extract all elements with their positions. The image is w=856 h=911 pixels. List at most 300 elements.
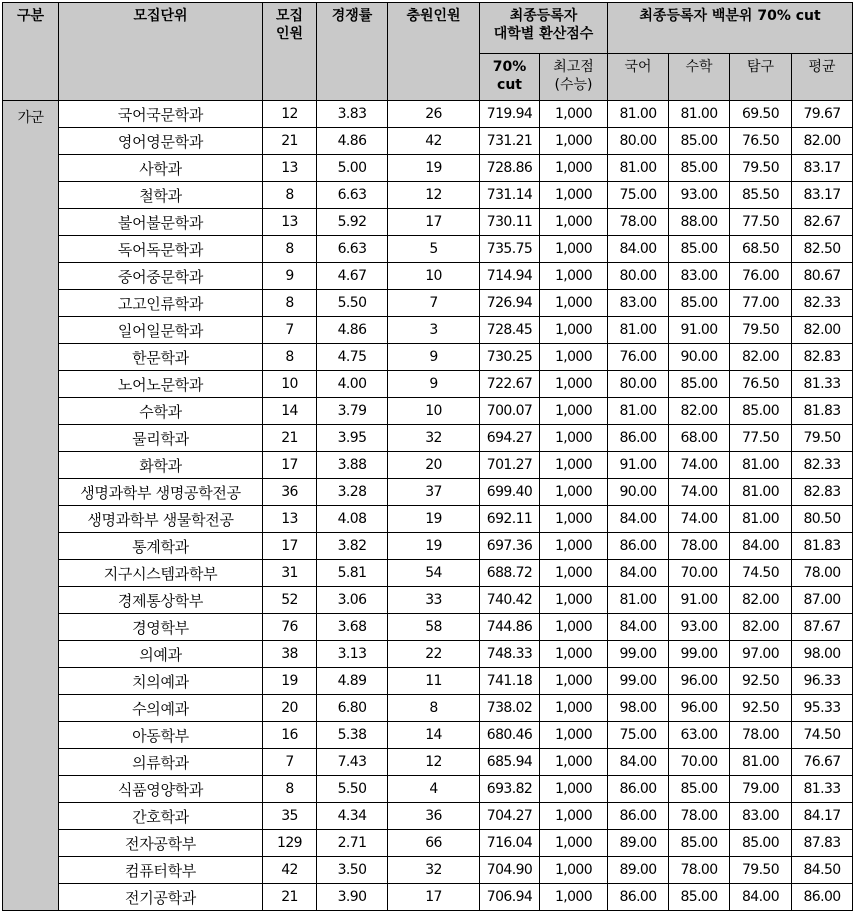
average-cell: 81.83 [792, 533, 853, 560]
table-row [3, 695, 853, 722]
inquiry-cell: 79.50 [730, 857, 792, 884]
max-score-cell: 1,000 [540, 128, 608, 155]
cut70-cell: 730.25 [480, 344, 540, 371]
korean-cell: 99.00 [608, 641, 669, 668]
cut70-cell: 694.27 [480, 425, 540, 452]
additional-cell: 12 [388, 182, 480, 209]
additional-cell: 20 [388, 452, 480, 479]
math-cell: 70.00 [669, 749, 730, 776]
korean-cell: 89.00 [608, 830, 669, 857]
max-score-cell: 1,000 [540, 695, 608, 722]
table-row [3, 830, 853, 857]
quota-cell: 8 [263, 236, 317, 263]
inquiry-cell: 82.00 [730, 587, 792, 614]
table-row [3, 263, 853, 290]
group-label: 가군 [3, 101, 59, 911]
competition-cell: 4.00 [317, 371, 388, 398]
average-cell: 79.50 [792, 425, 853, 452]
additional-cell: 11 [388, 668, 480, 695]
competition-cell: 3.06 [317, 587, 388, 614]
math-cell: 82.00 [669, 398, 730, 425]
competition-cell: 2.71 [317, 830, 388, 857]
cut70-cell: 719.94 [480, 101, 540, 128]
average-cell: 83.17 [792, 182, 853, 209]
average-cell: 82.67 [792, 209, 853, 236]
unit-name-cell: 경제통상학부 [59, 587, 263, 614]
unit-name-cell: 노어노문학과 [59, 371, 263, 398]
average-cell: 81.83 [792, 398, 853, 425]
cut70-cell: 693.82 [480, 776, 540, 803]
additional-cell: 19 [388, 533, 480, 560]
average-cell: 84.50 [792, 857, 853, 884]
table-row [3, 236, 853, 263]
korean-cell: 84.00 [608, 560, 669, 587]
additional-cell: 58 [388, 614, 480, 641]
max-score-cell: 1,000 [540, 533, 608, 560]
competition-cell: 3.83 [317, 101, 388, 128]
additional-cell: 9 [388, 344, 480, 371]
math-cell: 78.00 [669, 857, 730, 884]
math-cell: 85.00 [669, 884, 730, 911]
unit-name-cell: 지구시스템과학부 [59, 560, 263, 587]
competition-cell: 6.80 [317, 695, 388, 722]
competition-cell: 3.28 [317, 479, 388, 506]
unit-name-cell: 컴퓨터학부 [59, 857, 263, 884]
inquiry-cell: 77.00 [730, 290, 792, 317]
additional-cell: 14 [388, 722, 480, 749]
table-row [3, 803, 853, 830]
korean-cell: 75.00 [608, 182, 669, 209]
math-cell: 74.00 [669, 506, 730, 533]
quota-cell: 52 [263, 587, 317, 614]
quota-cell: 7 [263, 749, 317, 776]
max-score-cell: 1,000 [540, 101, 608, 128]
inquiry-cell: 92.50 [730, 695, 792, 722]
competition-cell: 3.95 [317, 425, 388, 452]
unit-name-cell: 생명과학부 생물학전공 [59, 506, 263, 533]
max-score-cell: 1,000 [540, 722, 608, 749]
cut70-cell: 688.72 [480, 560, 540, 587]
average-cell: 78.00 [792, 560, 853, 587]
cut70-cell: 740.42 [480, 587, 540, 614]
max-score-cell: 1,000 [540, 641, 608, 668]
unit-name-cell: 간호학과 [59, 803, 263, 830]
cut70-cell: 722.67 [480, 371, 540, 398]
table-row [3, 533, 853, 560]
math-cell: 93.00 [669, 614, 730, 641]
inquiry-cell: 74.50 [730, 560, 792, 587]
quota-cell: 14 [263, 398, 317, 425]
competition-cell: 3.82 [317, 533, 388, 560]
cut70-cell: 680.46 [480, 722, 540, 749]
korean-cell: 80.00 [608, 371, 669, 398]
average-cell: 80.67 [792, 263, 853, 290]
table-row [3, 722, 853, 749]
table-row [3, 155, 853, 182]
quota-cell: 20 [263, 695, 317, 722]
inquiry-cell: 85.00 [730, 830, 792, 857]
table-row [3, 587, 853, 614]
quota-cell: 21 [263, 425, 317, 452]
header-additional: 충원인원 [388, 3, 480, 101]
average-cell: 96.33 [792, 668, 853, 695]
cut70-cell: 726.94 [480, 290, 540, 317]
max-score-cell: 1,000 [540, 803, 608, 830]
math-cell: 96.00 [669, 668, 730, 695]
additional-cell: 8 [388, 695, 480, 722]
max-score-cell: 1,000 [540, 749, 608, 776]
korean-cell: 86.00 [608, 884, 669, 911]
competition-cell: 5.50 [317, 290, 388, 317]
unit-name-cell: 중어중문학과 [59, 263, 263, 290]
competition-cell: 4.86 [317, 128, 388, 155]
quota-cell: 13 [263, 209, 317, 236]
header-unit: 모집단위 [59, 3, 263, 101]
average-cell: 87.67 [792, 614, 853, 641]
unit-name-cell: 수학과 [59, 398, 263, 425]
competition-cell: 5.92 [317, 209, 388, 236]
competition-cell: 5.38 [317, 722, 388, 749]
quota-cell: 31 [263, 560, 317, 587]
additional-cell: 32 [388, 857, 480, 884]
additional-cell: 10 [388, 398, 480, 425]
quota-cell: 16 [263, 722, 317, 749]
cut70-cell: 738.02 [480, 695, 540, 722]
average-cell: 84.17 [792, 803, 853, 830]
additional-cell: 5 [388, 236, 480, 263]
cut70-cell: 728.86 [480, 155, 540, 182]
math-cell: 93.00 [669, 182, 730, 209]
unit-name-cell: 영어영문학과 [59, 128, 263, 155]
math-cell: 96.00 [669, 695, 730, 722]
average-cell: 82.83 [792, 344, 853, 371]
header-math: 수학 [669, 54, 730, 101]
unit-name-cell: 전자공학부 [59, 830, 263, 857]
competition-cell: 3.68 [317, 614, 388, 641]
additional-cell: 10 [388, 263, 480, 290]
korean-cell: 90.00 [608, 479, 669, 506]
quota-cell: 42 [263, 857, 317, 884]
cut70-cell: 716.04 [480, 830, 540, 857]
max-score-cell: 1,000 [540, 857, 608, 884]
unit-name-cell: 철학과 [59, 182, 263, 209]
inquiry-cell: 82.00 [730, 344, 792, 371]
additional-cell: 54 [388, 560, 480, 587]
korean-cell: 84.00 [608, 506, 669, 533]
competition-cell: 6.63 [317, 182, 388, 209]
max-score-cell: 1,000 [540, 479, 608, 506]
table-row [3, 857, 853, 884]
additional-cell: 36 [388, 803, 480, 830]
competition-cell: 7.43 [317, 749, 388, 776]
inquiry-cell: 79.50 [730, 155, 792, 182]
unit-name-cell: 식품영양학과 [59, 776, 263, 803]
quota-cell: 17 [263, 452, 317, 479]
additional-cell: 32 [388, 425, 480, 452]
table-row [3, 776, 853, 803]
inquiry-cell: 79.50 [730, 317, 792, 344]
max-score-cell: 1,000 [540, 371, 608, 398]
korean-cell: 81.00 [608, 155, 669, 182]
header-quota: 모집 인원 [263, 3, 317, 101]
math-cell: 63.00 [669, 722, 730, 749]
unit-name-cell: 전기공학과 [59, 884, 263, 911]
competition-cell: 5.81 [317, 560, 388, 587]
table-row [3, 641, 853, 668]
math-cell: 99.00 [669, 641, 730, 668]
table-row [3, 128, 853, 155]
max-score-cell: 1,000 [540, 560, 608, 587]
unit-name-cell: 의예과 [59, 641, 263, 668]
math-cell: 91.00 [669, 587, 730, 614]
korean-cell: 83.00 [608, 290, 669, 317]
korean-cell: 78.00 [608, 209, 669, 236]
additional-cell: 4 [388, 776, 480, 803]
average-cell: 86.00 [792, 884, 853, 911]
competition-cell: 4.86 [317, 317, 388, 344]
unit-name-cell: 화학과 [59, 452, 263, 479]
quota-cell: 38 [263, 641, 317, 668]
quota-cell: 8 [263, 182, 317, 209]
inquiry-cell: 76.00 [730, 263, 792, 290]
inquiry-cell: 85.00 [730, 398, 792, 425]
inquiry-cell: 84.00 [730, 884, 792, 911]
max-score-cell: 1,000 [540, 155, 608, 182]
korean-cell: 81.00 [608, 587, 669, 614]
competition-cell: 3.90 [317, 884, 388, 911]
inquiry-cell: 69.50 [730, 101, 792, 128]
math-cell: 85.00 [669, 776, 730, 803]
max-score-cell: 1,000 [540, 884, 608, 911]
average-cell: 81.33 [792, 776, 853, 803]
max-score-cell: 1,000 [540, 398, 608, 425]
competition-cell: 3.88 [317, 452, 388, 479]
average-cell: 74.50 [792, 722, 853, 749]
max-score-cell: 1,000 [540, 830, 608, 857]
table-row [3, 371, 853, 398]
unit-name-cell: 생명과학부 생명공학전공 [59, 479, 263, 506]
table-row [3, 479, 853, 506]
inquiry-cell: 77.50 [730, 425, 792, 452]
competition-cell: 4.89 [317, 668, 388, 695]
quota-cell: 8 [263, 776, 317, 803]
quota-cell: 13 [263, 155, 317, 182]
table-row [3, 209, 853, 236]
inquiry-cell: 84.00 [730, 533, 792, 560]
competition-cell: 3.50 [317, 857, 388, 884]
quota-cell: 8 [263, 344, 317, 371]
korean-cell: 86.00 [608, 776, 669, 803]
additional-cell: 22 [388, 641, 480, 668]
korean-cell: 80.00 [608, 128, 669, 155]
unit-name-cell: 통계학과 [59, 533, 263, 560]
max-score-cell: 1,000 [540, 587, 608, 614]
header-cut70: 70% cut [480, 54, 540, 101]
average-cell: 79.67 [792, 101, 853, 128]
inquiry-cell: 85.50 [730, 182, 792, 209]
math-cell: 85.00 [669, 830, 730, 857]
quota-cell: 36 [263, 479, 317, 506]
additional-cell: 33 [388, 587, 480, 614]
quota-cell: 35 [263, 803, 317, 830]
max-score-cell: 1,000 [540, 452, 608, 479]
max-score-cell: 1,000 [540, 209, 608, 236]
cut70-cell: 704.90 [480, 857, 540, 884]
cut70-cell: 706.94 [480, 884, 540, 911]
quota-cell: 13 [263, 506, 317, 533]
unit-name-cell: 독어독문학과 [59, 236, 263, 263]
korean-cell: 84.00 [608, 614, 669, 641]
max-score-cell: 1,000 [540, 344, 608, 371]
header-inquiry: 탐구 [730, 54, 792, 101]
cut70-cell: 748.33 [480, 641, 540, 668]
math-cell: 74.00 [669, 479, 730, 506]
korean-cell: 76.00 [608, 344, 669, 371]
quota-cell: 7 [263, 317, 317, 344]
additional-cell: 12 [388, 749, 480, 776]
korean-cell: 98.00 [608, 695, 669, 722]
quota-cell: 9 [263, 263, 317, 290]
table-row [3, 749, 853, 776]
cut70-cell: 735.75 [480, 236, 540, 263]
average-cell: 87.83 [792, 830, 853, 857]
cut70-cell: 700.07 [480, 398, 540, 425]
korean-cell: 75.00 [608, 722, 669, 749]
additional-cell: 9 [388, 371, 480, 398]
inquiry-cell: 82.00 [730, 614, 792, 641]
unit-name-cell: 불어불문학과 [59, 209, 263, 236]
cut70-cell: 692.11 [480, 506, 540, 533]
math-cell: 85.00 [669, 371, 730, 398]
average-cell: 76.67 [792, 749, 853, 776]
table-row [3, 344, 853, 371]
korean-cell: 84.00 [608, 236, 669, 263]
cut70-cell: 731.21 [480, 128, 540, 155]
math-cell: 81.00 [669, 101, 730, 128]
quota-cell: 17 [263, 533, 317, 560]
cut70-cell: 701.27 [480, 452, 540, 479]
max-score-cell: 1,000 [540, 182, 608, 209]
table-row [3, 668, 853, 695]
korean-cell: 99.00 [608, 668, 669, 695]
header-competition: 경쟁률 [317, 3, 388, 101]
average-cell: 82.83 [792, 479, 853, 506]
korean-cell: 81.00 [608, 101, 669, 128]
competition-cell: 6.63 [317, 236, 388, 263]
max-score-cell: 1,000 [540, 263, 608, 290]
inquiry-cell: 68.50 [730, 236, 792, 263]
math-cell: 88.00 [669, 209, 730, 236]
inquiry-cell: 78.00 [730, 722, 792, 749]
math-cell: 90.00 [669, 344, 730, 371]
inquiry-cell: 83.00 [730, 803, 792, 830]
unit-name-cell: 수의예과 [59, 695, 263, 722]
competition-cell: 4.08 [317, 506, 388, 533]
table-row [3, 452, 853, 479]
max-score-cell: 1,000 [540, 290, 608, 317]
header-korean: 국어 [608, 54, 669, 101]
math-cell: 78.00 [669, 533, 730, 560]
unit-name-cell: 일어일문학과 [59, 317, 263, 344]
inquiry-cell: 92.50 [730, 668, 792, 695]
unit-name-cell: 의류학과 [59, 749, 263, 776]
additional-cell: 42 [388, 128, 480, 155]
header-final-score-group: 최종등록자 대학별 환산점수 [480, 3, 608, 54]
average-cell: 82.33 [792, 290, 853, 317]
inquiry-cell: 77.50 [730, 209, 792, 236]
korean-cell: 86.00 [608, 533, 669, 560]
cut70-cell: 728.45 [480, 317, 540, 344]
max-score-cell: 1,000 [540, 668, 608, 695]
max-score-cell: 1,000 [540, 425, 608, 452]
unit-name-cell: 치의예과 [59, 668, 263, 695]
max-score-cell: 1,000 [540, 236, 608, 263]
competition-cell: 4.34 [317, 803, 388, 830]
additional-cell: 26 [388, 101, 480, 128]
unit-name-cell: 사학과 [59, 155, 263, 182]
cut70-cell: 730.11 [480, 209, 540, 236]
cut70-cell: 731.14 [480, 182, 540, 209]
header-category: 구분 [3, 3, 59, 101]
table-row [3, 317, 853, 344]
header-average: 평균 [792, 54, 853, 101]
admission-results-table [2, 2, 853, 911]
korean-cell: 89.00 [608, 857, 669, 884]
additional-cell: 3 [388, 317, 480, 344]
max-score-cell: 1,000 [540, 506, 608, 533]
table-row [3, 884, 853, 911]
average-cell: 82.00 [792, 317, 853, 344]
math-cell: 70.00 [669, 560, 730, 587]
max-score-cell: 1,000 [540, 776, 608, 803]
average-cell: 87.00 [792, 587, 853, 614]
unit-name-cell: 물리학과 [59, 425, 263, 452]
math-cell: 85.00 [669, 155, 730, 182]
math-cell: 85.00 [669, 236, 730, 263]
unit-name-cell: 고고인류학과 [59, 290, 263, 317]
inquiry-cell: 81.00 [730, 452, 792, 479]
korean-cell: 91.00 [608, 452, 669, 479]
inquiry-cell: 81.00 [730, 506, 792, 533]
competition-cell: 3.13 [317, 641, 388, 668]
quota-cell: 129 [263, 830, 317, 857]
cut70-cell: 699.40 [480, 479, 540, 506]
additional-cell: 7 [388, 290, 480, 317]
korean-cell: 81.00 [608, 398, 669, 425]
quota-cell: 8 [263, 290, 317, 317]
table-row [3, 398, 853, 425]
table-row [3, 506, 853, 533]
inquiry-cell: 81.00 [730, 479, 792, 506]
math-cell: 74.00 [669, 452, 730, 479]
table-row [3, 560, 853, 587]
average-cell: 98.00 [792, 641, 853, 668]
additional-cell: 19 [388, 155, 480, 182]
inquiry-cell: 76.50 [730, 128, 792, 155]
korean-cell: 84.00 [608, 749, 669, 776]
cut70-cell: 685.94 [480, 749, 540, 776]
additional-cell: 66 [388, 830, 480, 857]
table-row [3, 182, 853, 209]
math-cell: 68.00 [669, 425, 730, 452]
cut70-cell: 744.86 [480, 614, 540, 641]
quota-cell: 21 [263, 884, 317, 911]
average-cell: 82.33 [792, 452, 853, 479]
unit-name-cell: 한문학과 [59, 344, 263, 371]
inquiry-cell: 97.00 [730, 641, 792, 668]
quota-cell: 19 [263, 668, 317, 695]
math-cell: 85.00 [669, 128, 730, 155]
